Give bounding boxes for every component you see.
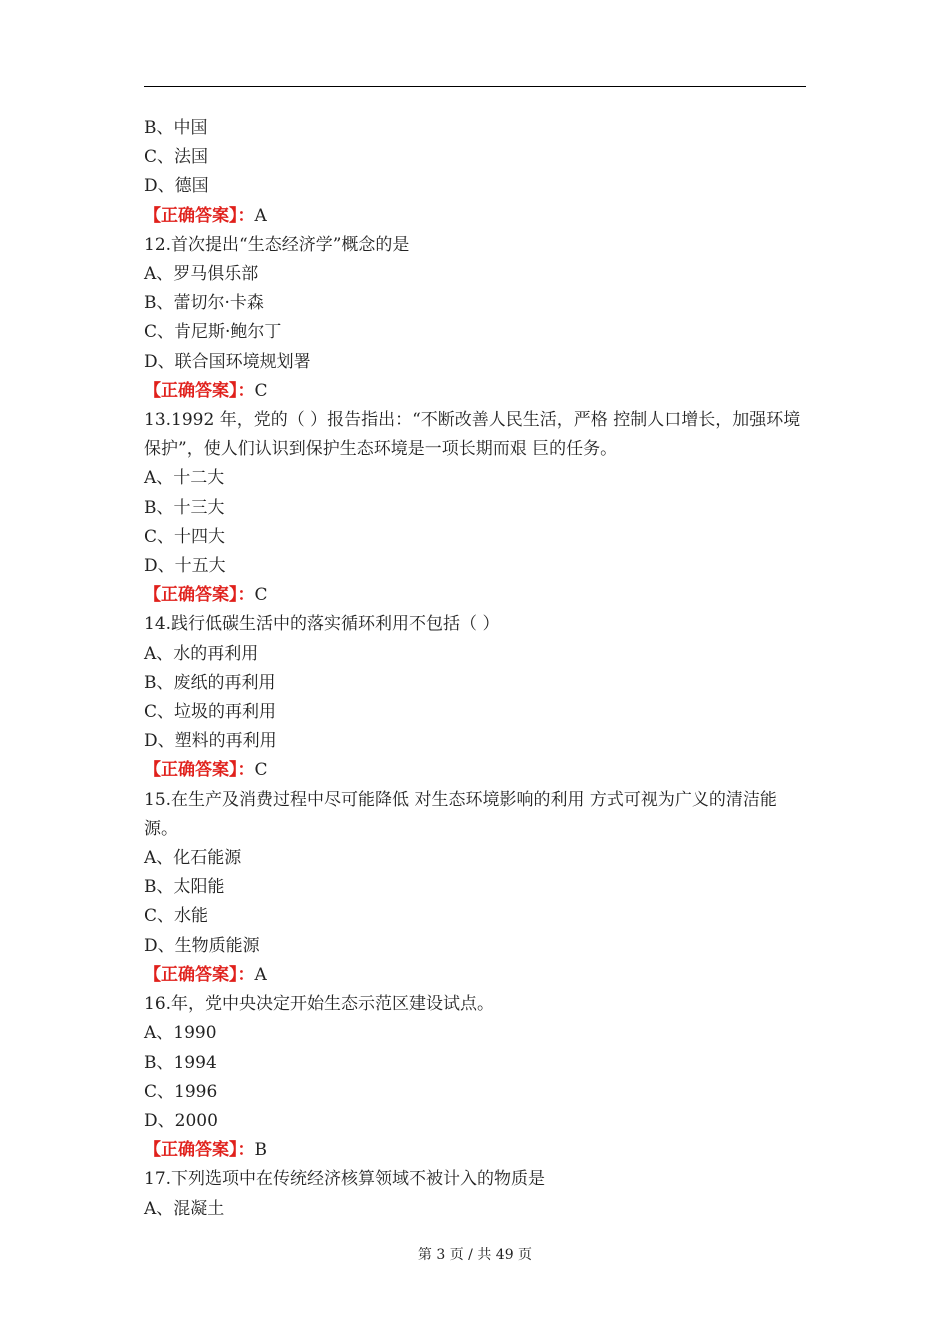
page-footer: 第 3 页 / 共 49 页 [417,1247,533,1263]
answer-label: 【正确答案】： [144,760,255,781]
question-stem: 16.年，党中央决定开始生态示范区建设试点。 [144,994,495,1015]
answer-label: 【正确答案】： [144,585,255,606]
question-stem: 12.首次提出“生态经济学”概念的是 [144,234,410,255]
question-list [144,114,808,1224]
option-line: B、废纸的再利用 [144,672,276,693]
option-line: C、1996 [144,1081,218,1102]
option-line: D、联合国环境规划署 [144,351,311,372]
option-line: D、生物质能源 [144,935,260,956]
option-line: A、水的再利用 [144,643,259,664]
answer-value: B [254,1140,267,1161]
option-line: D、塑料的再利用 [144,731,277,752]
answer-value: A [254,964,267,985]
option-line: B、1994 [144,1052,217,1073]
answer-line [144,1136,808,1165]
option-line: A、罗马俱乐部 [144,264,259,285]
option-line: D、2000 [144,1110,218,1131]
option-line: A、混凝土 [144,1198,225,1219]
answer-label: 【正确答案】： [144,1140,255,1161]
question-stem: 15.在生产及消费过程中尽可能降低 对生态环境影响的利用 方式可视为广义的清洁能源。 [144,789,777,839]
option-line: C、肯尼斯·鲍尔丁 [144,322,282,343]
header-rule [144,86,806,87]
answer-label: 【正确答案】： [144,205,255,226]
option-line: A、十二大 [144,468,225,489]
question-stem: 17.下列选项中在传统经济核算领域不被计入的物质是 [144,1169,546,1190]
answer-line [144,377,808,406]
answer-label: 【正确答案】： [144,964,255,985]
option-line: B、太阳能 [144,877,225,898]
answer-label: 【正确答案】： [144,380,255,401]
option-line: C、垃圾的再利用 [144,702,277,723]
answer-line [144,581,808,610]
answer-value: C [254,585,268,606]
option-line: C、法国 [144,147,209,168]
option-line: D、德国 [144,176,209,197]
option-line: A、1990 [144,1023,217,1044]
answer-line [144,961,808,990]
option-line: B、蕾切尔·卡森 [144,293,264,314]
option-line: A、化石能源 [144,848,242,869]
option-line: B、中国 [144,118,208,138]
answer-value: C [254,760,268,781]
question-stem: 14.践行低碳生活中的落实循环利用不包括（ ） [144,614,500,635]
answer-line [144,202,808,231]
question-stem: 13.1992 年，党的（ ）报告指出：“不断改善人民生活，严格 控制人口增长，加强环境保护”，使人们认识到保护生态环境是一项长期而艰 巨的任务。 [144,410,801,460]
option-line: B、十三大 [144,497,225,518]
option-line: C、十四大 [144,526,226,547]
answer-line [144,756,808,785]
answer-value: A [254,205,267,226]
option-line: D、十五大 [144,556,226,577]
answer-value: C [254,380,268,401]
option-line: C、水能 [144,906,209,927]
